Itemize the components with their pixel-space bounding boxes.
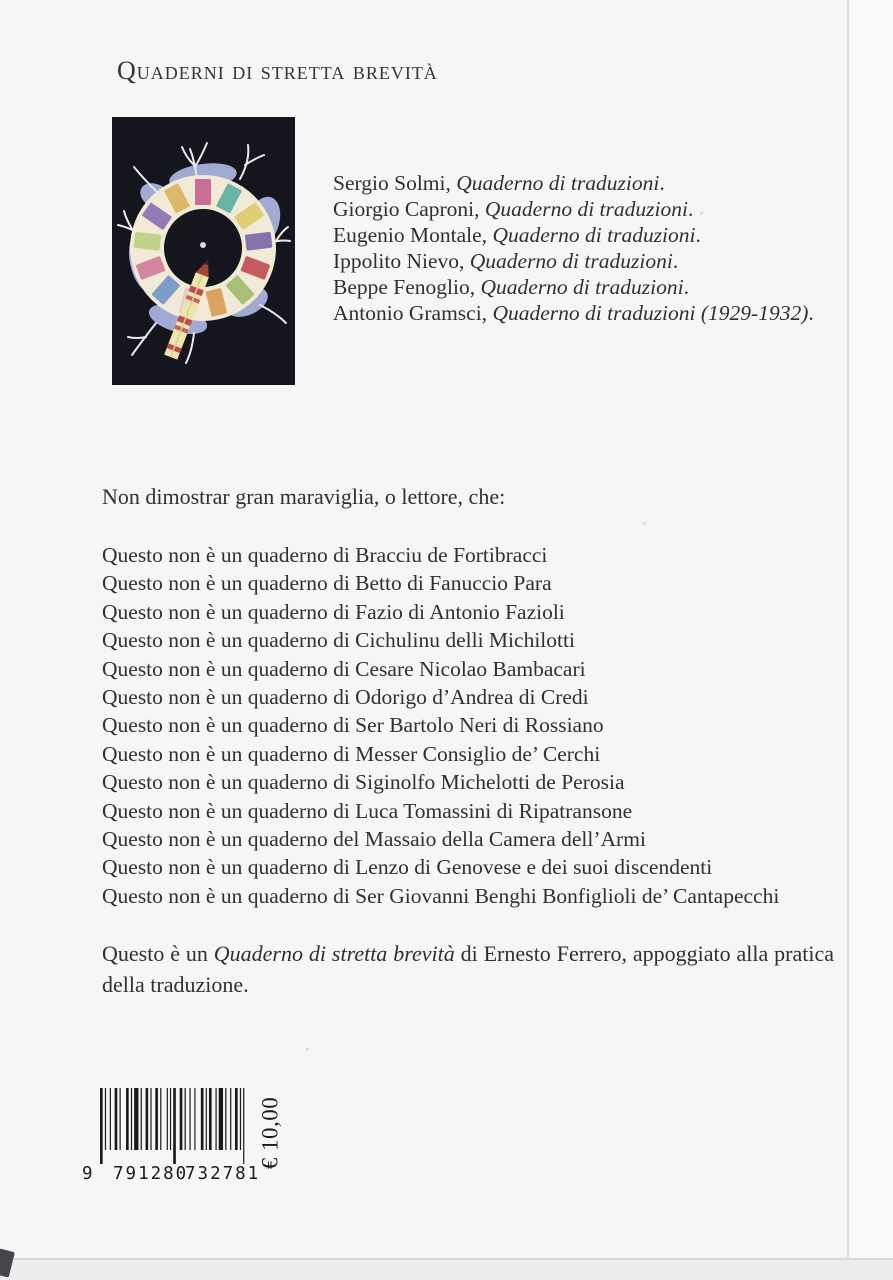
book-line bbox=[333, 196, 814, 222]
negation-line: Questo non è un quaderno di Fazio di Antonio Fazioli bbox=[102, 599, 565, 624]
book-title: Quaderno di traduzioni bbox=[456, 171, 660, 195]
book-title: Quaderno di traduzioni bbox=[492, 223, 696, 247]
book-author: Eugenio Montale, bbox=[333, 223, 493, 247]
paper-speck bbox=[643, 522, 646, 525]
negation-line: Questo non è un quaderno di Ser Bartolo Neri di Rossiano bbox=[102, 713, 604, 738]
negation-line: Questo non è un quaderno di Siginolfo Michelotti de Perosia bbox=[102, 770, 625, 795]
book-author: Beppe Fenoglio, bbox=[333, 275, 481, 299]
cover-center-dot bbox=[200, 242, 206, 248]
price-text: € 10,00 bbox=[257, 1096, 282, 1170]
closing-paragraph bbox=[102, 938, 834, 1000]
negation-line: Questo non è un quaderno di Cichulinu delli Michilotti bbox=[102, 628, 575, 653]
book-title: Quaderno di traduzioni bbox=[469, 249, 673, 273]
book-period: . bbox=[695, 223, 701, 247]
price-label bbox=[250, 1082, 290, 1184]
negation-line: Questo non è un quaderno di Betto di Fanuccio Para bbox=[102, 571, 552, 596]
negation-list bbox=[102, 541, 779, 910]
book-period: . bbox=[683, 275, 689, 299]
negation-line: Questo non è un quaderno di Luca Tomassini di Ripatransone bbox=[102, 798, 633, 823]
published-books-list bbox=[333, 170, 814, 326]
book-title: Quaderno di traduzioni bbox=[480, 275, 684, 299]
book-line bbox=[333, 248, 814, 274]
paper-speck bbox=[306, 1048, 309, 1051]
barcode-bars bbox=[100, 1088, 244, 1164]
book-author: Sergio Solmi, bbox=[333, 171, 457, 195]
book-title: Quaderno di traduzioni bbox=[484, 197, 688, 221]
barcode-lead-digit: 9 bbox=[82, 1164, 93, 1184]
book-author: Giorgio Caproni, bbox=[333, 197, 485, 221]
book-line bbox=[333, 274, 814, 300]
series-title: Quaderni di stretta brevità bbox=[117, 56, 438, 85]
book-line bbox=[333, 222, 814, 248]
negation-line: Questo non è un quaderno del Massaio della Camera dell’Armi bbox=[102, 827, 646, 852]
book-author: Antonio Gramsci, bbox=[333, 301, 493, 325]
cover-thumbnail-image bbox=[112, 117, 295, 385]
closing-rest: di Ernesto Ferrero, appoggiato alla pratica della traduzione. bbox=[102, 941, 834, 997]
closing-lead: Questo è un bbox=[102, 941, 214, 966]
negation-line: Questo non è un quaderno di Bracciu de Fortibracci bbox=[102, 543, 548, 567]
negation-line: Questo non è un quaderno di Odorigo d’Andrea di Credi bbox=[102, 685, 589, 710]
closing-series-title: Quaderno di stretta brevità bbox=[213, 941, 455, 966]
book-period: . bbox=[808, 301, 814, 325]
book-line bbox=[333, 170, 814, 196]
scan-spine-line bbox=[847, 0, 849, 1280]
book-author: Ippolito Nievo, bbox=[333, 249, 470, 273]
book-line bbox=[333, 300, 814, 326]
barcode-digits-group2: 732781 bbox=[185, 1164, 261, 1184]
negation-line: Questo non è un quaderno di Ser Giovanni Benghi Bonfiglioli de’ Cantapecchi bbox=[102, 883, 780, 908]
intro-line: Non dimostrar gran maraviglia, o lettore, che: bbox=[102, 484, 506, 509]
book-title: Quaderno di traduzioni (1929-1932) bbox=[492, 301, 809, 325]
negation-line: Questo non è un quaderno di Cesare Nicolao Bambacari bbox=[102, 656, 586, 681]
scan-bottom-band bbox=[0, 1260, 893, 1280]
scan-right-edge bbox=[851, 0, 893, 1280]
book-period: . bbox=[672, 249, 679, 273]
negation-line: Questo non è un quaderno di Messer Consiglio de’ Cerchi bbox=[102, 741, 601, 766]
barcode-digits-group1: 791280 bbox=[113, 1164, 189, 1184]
book-period: . bbox=[687, 197, 694, 221]
book-period: . bbox=[659, 171, 665, 195]
negation-line: Questo non è un quaderno di Lenzo di Genovese e dei suoi discendenti bbox=[102, 855, 713, 880]
ean-barcode bbox=[82, 1084, 262, 1186]
